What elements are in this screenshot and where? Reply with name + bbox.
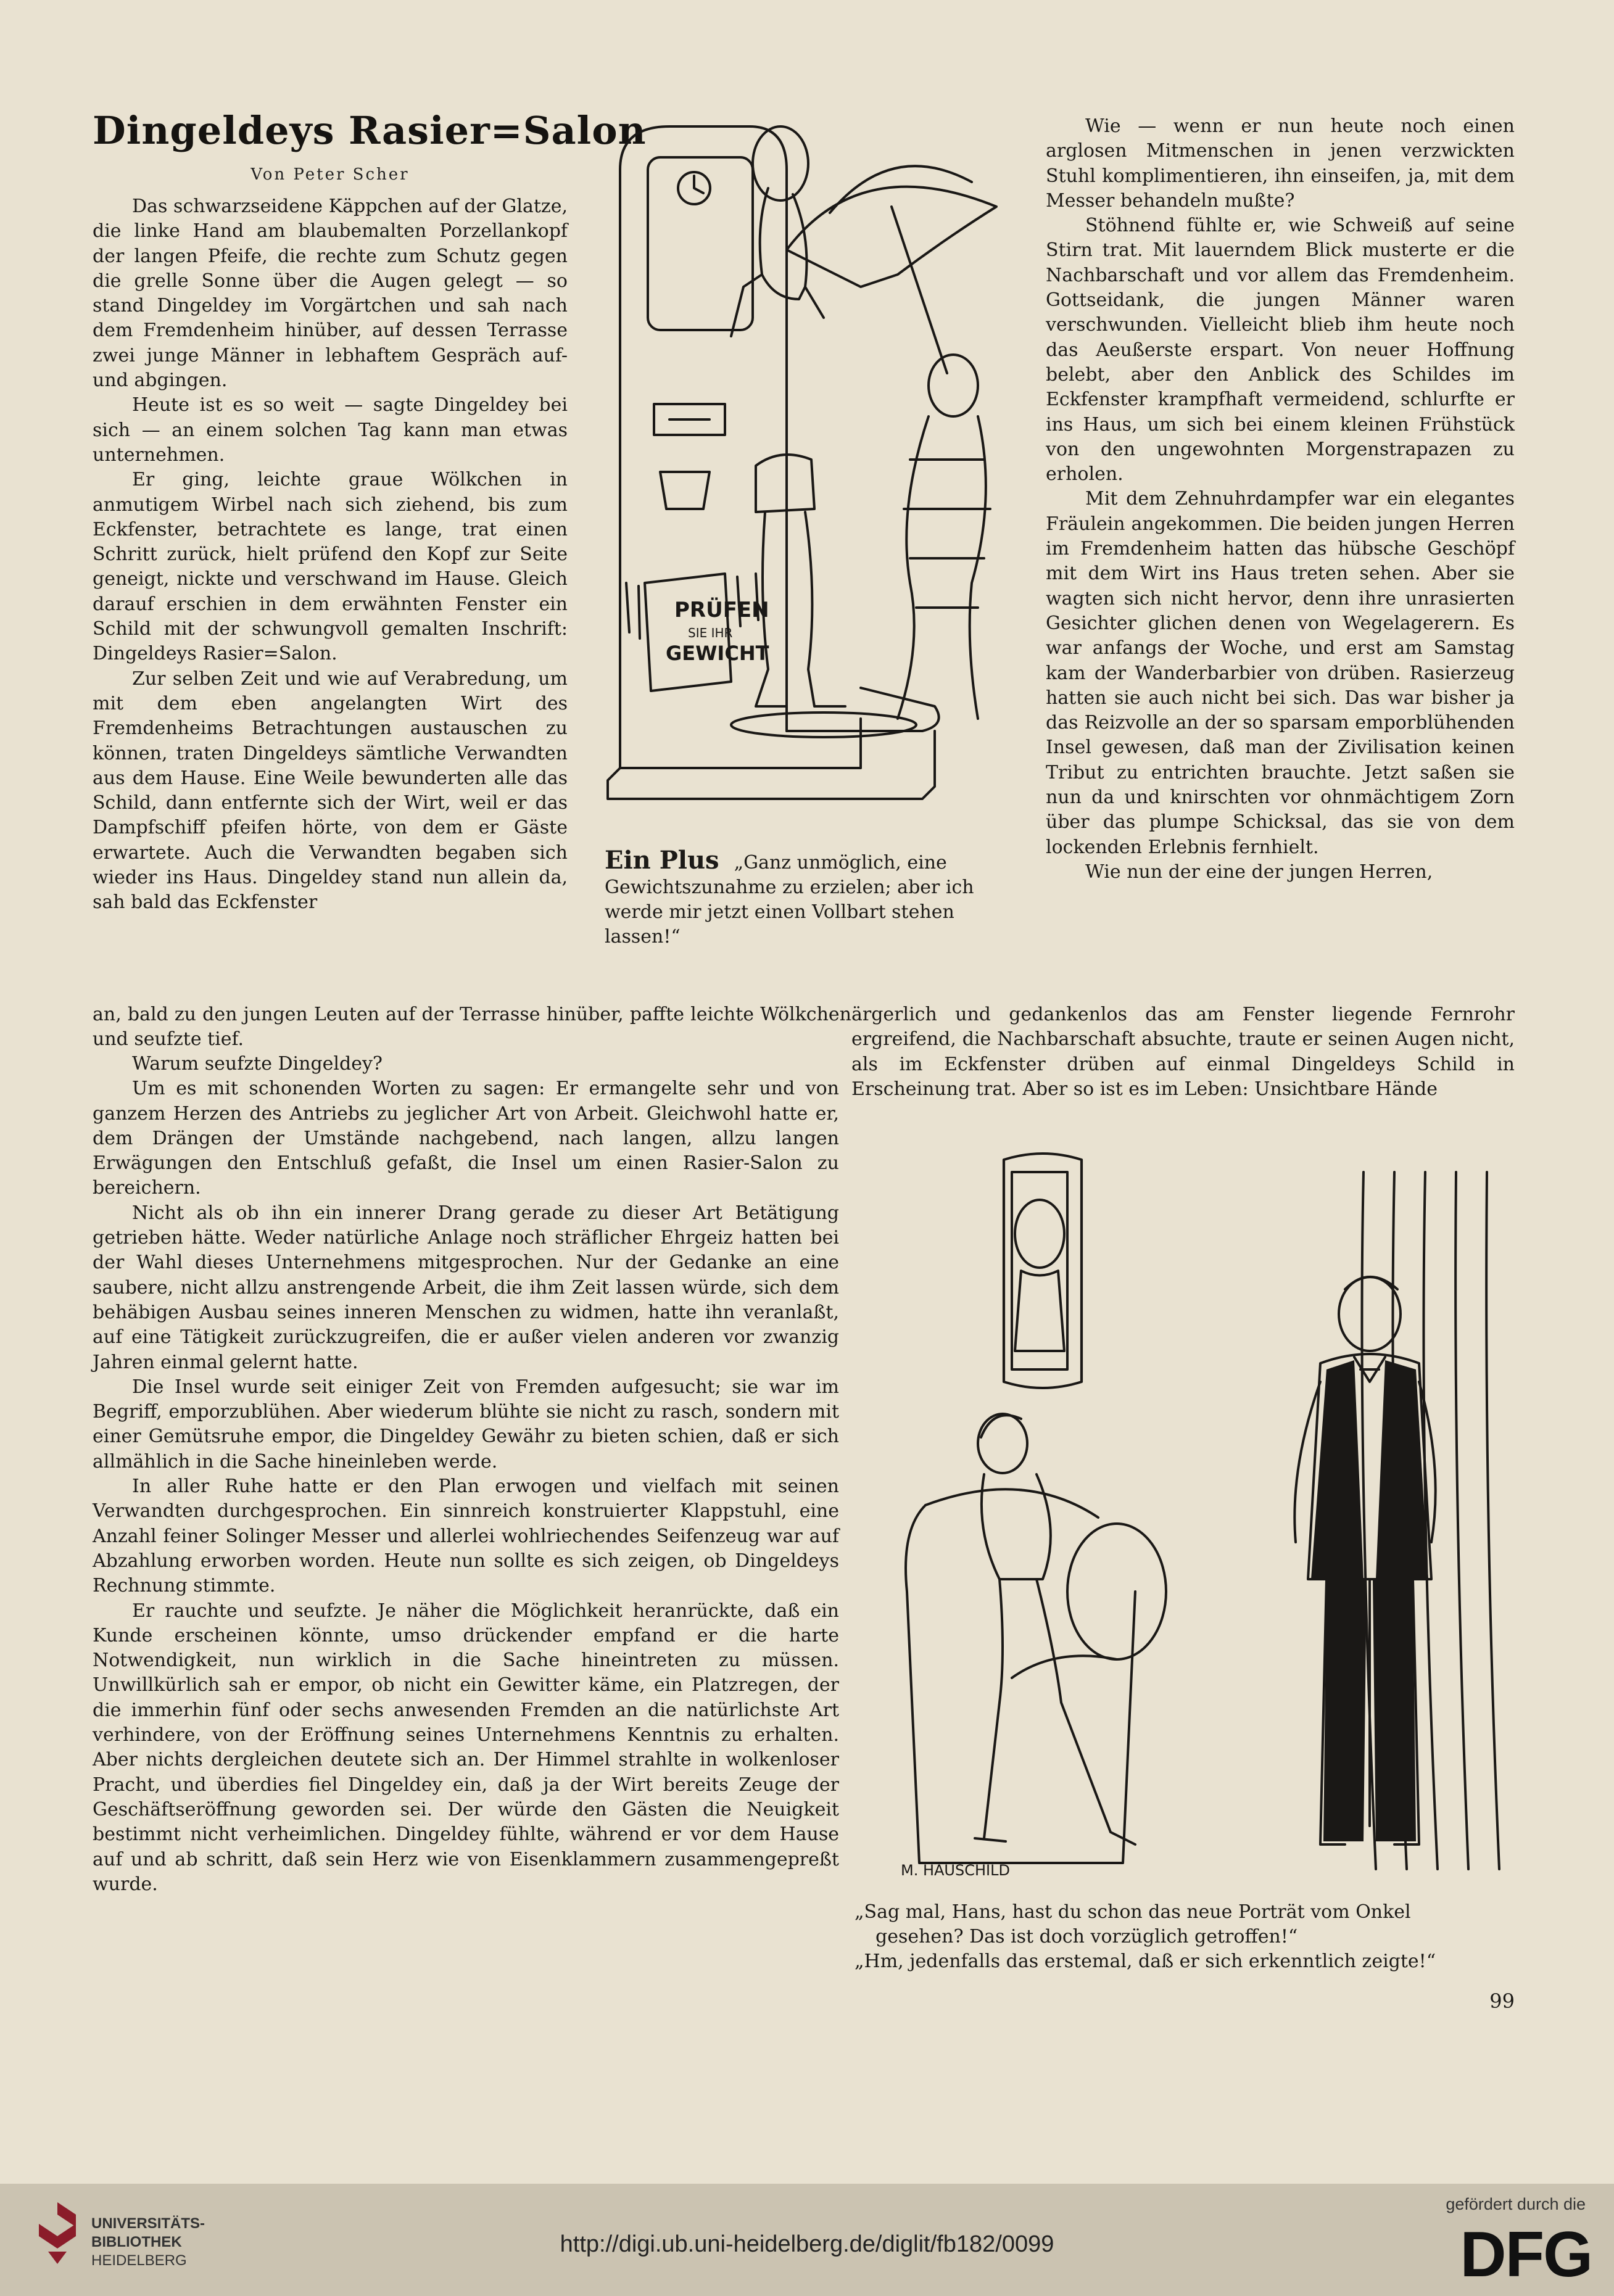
paragraph: Mit dem Zehnuhrdampfer war ein elegantes Fräulein angekommen. Die beiden jungen Herren im Fremdenheim hatten das hübsche Geschöpf mit dem Wirt ins Haus treten sehen. Aber sie wagten sich nicht hervor, denn ihre unrasierten Gesichter glichen denen von Wegelagerern. Es war anfangs der Woche, und erst am Samstag kam der Wanderbarbier von drüben. Rasierzeug hatten sie auch nicht bei sich. Das war bisher ja das Reizvolle an der so sparsam emporblühenden Insel gewesen, daß man der Zivilisation keinen Tribut zu entrichten brauchte. Jetzt saßen sie nun da und knirschten vor ohnmächtigem Zorn über das plumpe Schicksal, das sie von dem lockenden Erlebnis fernhielt. bbox=[1046, 488, 1515, 858]
sign-text-line3: GEWICHT bbox=[666, 642, 769, 665]
sign-text-line2: SIE IHR bbox=[688, 626, 733, 640]
text-bottom-left bbox=[93, 1002, 895, 1052]
paragraph: Er rauchte und seufzte. Je näher die Möglichkeit heranrückte, daß ein Kunde erscheinen könnte, umso drückender empfand er die harte Notwendigkeit, nun wirklich in die Sache hineintreten zu müssen. Unwillkürlich sah er empor, ob nicht ein Gewitter käme, ein Platzregen, der die immerhin fünf oder sechs anwesenden Fremden an die natürlichste Art verhindere, von der Eröffnung seines Unternehmens Kenntnis zu erhalten. Aber nichts dergleichen deutete sich an. Der Himmel strahlte in wolkenloser Pracht, und überdies fiel Dingeldey ein, daß ja der Wirt bereits Zeuge der Geschäftseröffnung geworden sei. Der würde den Gästen die Neuigkeit bestimmt nicht verheimlichen. Dingeldey fühlte, während er vor dem Hause auf und ab schritt, daß sein Herz wie von Eisenklammern zusammengepreßt wurde. bbox=[93, 1600, 839, 1895]
funding-note: gefördert durch die bbox=[1446, 2195, 1586, 2213]
caption-line: „Hm, jedenfalls das erstemal, daß er sich erkenntlich zeigte!“ bbox=[855, 1951, 1436, 1972]
paragraph: Er ging, leichte graue Wölkchen in anmutigem Wirbel nach sich ziehend, bis zum Eckfenster, betrachtete es lange, trat einen Schritt zurück, hielt prüfend den Kopf zur Seite geneigt, nickte und verschwand im Hause. Gleich darauf erschien in dem erwähnten Fenster ein Schild mit der schwungvoll gemalten Inschrift: Dingeldeys Rasier=Salon. bbox=[93, 469, 568, 665]
text-column-left bbox=[93, 194, 568, 915]
paragraph: Die Insel wurde seit einiger Zeit von Fremden aufgesucht; sie war im Begriff, emporzublühen. Aber wiederum blühte sie nicht zu rasch, sondern mit einer Gemütsruhe empor, die Dingeldey Gewähr zu bieten schien, daß er sich allmählich in die Sache hineinleben werde. bbox=[93, 1376, 839, 1472]
text-column-right bbox=[1046, 114, 1515, 885]
paragraph: Zur selben Zeit und wie auf Verabredung, um mit dem eben angelangten Wirt des Fremdenheims Betrachtungen austauschen zu können, traten Dingeldeys sämtliche Verwandten aus dem Hause. Eine Weile bewunderten alle das Schild, dann entfernte sich der Wirt, weil er das Dampfschiff pfeifen hörte, von dem er Gäste erwartete. Auch die Verwandten begaben sich wieder ins Haus. Dingeldey stand nun allein da, sah bald das Eckfenster bbox=[93, 667, 568, 914]
caption-text: „Ganz unmöglich, eine Gewichtszunahme zu erzielen; aber ich werde mir jetzt einen Vollbart stehen lassen!“ bbox=[605, 852, 974, 948]
paragraph: ärgerlich und gedankenlos das am Fenster liegende Fernrohr ergreifend, die Nachbarschaft absuchte, traute er seinen Augen nicht, als im Eckfenster drüben auf einmal Dingeldeys Schild in Erscheinung trat. Aber so ist es im Leben: Unsichtbare Hände bbox=[851, 1004, 1515, 1100]
text-bottom-right bbox=[851, 1002, 1515, 1102]
paragraph: Um es mit schonenden Worten zu sagen: Er ermangelte sehr und von ganzem Herzen des Antriebs zu jeglicher Art von Arbeit. Gleichwohl hatte er, dem Drängen der Umstände nachgebend, nach langen, allzu langen Erwägungen den Entschluß gefaßt, die Insel um einen Rasier-Salon zu bereichern. bbox=[93, 1078, 839, 1199]
dfg-logo: DFG bbox=[1460, 2219, 1592, 2290]
portrait-cartoon-illustration bbox=[851, 1147, 1515, 1900]
paragraph: Wie nun der eine der jungen Herren, bbox=[1085, 861, 1433, 883]
page-number: 99 bbox=[1489, 1989, 1515, 2013]
artist-signature: M. HAUSCHILD bbox=[901, 1862, 1010, 1879]
paragraph: Stöhnend fühlte er, wie Schweiß auf seine Stirn trat. Mit lauerndem Blick musterte er die Nachbarschaft und vor allem das Fremdenheim. Gottseidank, die jungen Männer waren verschwunden. Vielleicht blieb ihm heute noch das Aeußerste erspart. Von neuer Hoffnung belebt, aber den Anblick des Schildes im Eckfenster krampfhaft vermeidend, schlurfte er ins Haus, um sich bei einem kleinen Frühstück von den ungewohnten Morgenstrapazen zu erholen. bbox=[1046, 215, 1515, 485]
caption-scale-cartoon bbox=[605, 848, 1024, 949]
paragraph: an, bald zu den jungen Leuten auf der Terrasse hinüber, paffte leichte Wölkchen und seufzte tief. bbox=[93, 1004, 851, 1051]
article-title: Dingeldeys Rasier=Salon bbox=[93, 108, 647, 153]
caption-title: Ein Plus bbox=[605, 846, 719, 875]
caption-portrait-cartoon bbox=[855, 1900, 1515, 1974]
paragraph: Wie — wenn er nun heute noch einen arglosen Mitmenschen in jenen verzwickten Stuhl komplimentieren, ihn einseifen, ja, mit dem Messer behandeln mußte? bbox=[1046, 115, 1515, 212]
caption-line: gesehen? Das ist doch vorzüglich getroffen!“ bbox=[875, 1926, 1298, 1947]
caption-line: „Sag mal, Hans, hast du schon das neue Porträt vom Onkel bbox=[855, 1901, 1411, 1923]
text-lower-column bbox=[93, 1052, 839, 1897]
paragraph: Das schwarzseidene Käppchen auf der Glatze, die linke Hand am blaubemalten Porzellankopf der langen Pfeife, die rechte zum Schutz gegen die grelle Sonne über die Augen gelegt — so stand Dingeldey im Vorgärtchen und sah nach dem Fremdenheim hinüber, auf dessen Terrasse zwei junge Männer in lebhaftem Gespräch auf- und abgingen. bbox=[93, 196, 568, 392]
paragraph: Nicht als ob ihn ein innerer Drang gerade zu dieser Art Betätigung getrieben hätte. Weder natürliche Anlage noch sträflicher Ehrgeiz hatten bei der Wahl dieses Unternehmens mitgesprochen. Nur der Gedanke an eine saubere, nicht allzu anstrengende Arbeit, die ihm Zeit lassen würde, sich dem behäbigen Ausbau seines inneren Menschen zu widmen, hatte ihn veranlaßt, auf eine Tätigkeit zurückzugreifen, die er außer vielen anderen vor zwanzig Jahren einmal gelernt hatte. bbox=[93, 1202, 839, 1373]
university-library-logo-icon bbox=[36, 2199, 79, 2267]
paragraph: Warum seufzte Dingeldey? bbox=[132, 1053, 383, 1075]
article-byline: Von Peter Scher bbox=[250, 165, 410, 184]
sign-text-line1: PRÜFEN bbox=[674, 598, 769, 622]
scale-cartoon-illustration bbox=[602, 114, 1027, 833]
university-library-name: UNIVERSITÄTS- BIBLIOTHEK HEIDELBERG bbox=[91, 2215, 205, 2269]
permalink-url[interactable]: http://digi.ub.uni-heidelberg.de/diglit/fb182/0099 bbox=[560, 2231, 1054, 2257]
paragraph: In aller Ruhe hatte er den Plan erwogen und vielfach mit seinen Verwandten durchgesprochen. Ein sinnreich konstruierter Klappstuhl, eine Anzahl feiner Solinger Messer und allerlei wohlriechendes Seifenzeug war auf Abzahlung erworben worden. Heute nun sollte es sich zeigen, ob Dingeldeys Rechnung stimmte. bbox=[93, 1476, 839, 1597]
paragraph: Heute ist es so weit — sagte Dingeldey bei sich — an einem solchen Tag kann man etwas unternehmen. bbox=[93, 394, 568, 466]
